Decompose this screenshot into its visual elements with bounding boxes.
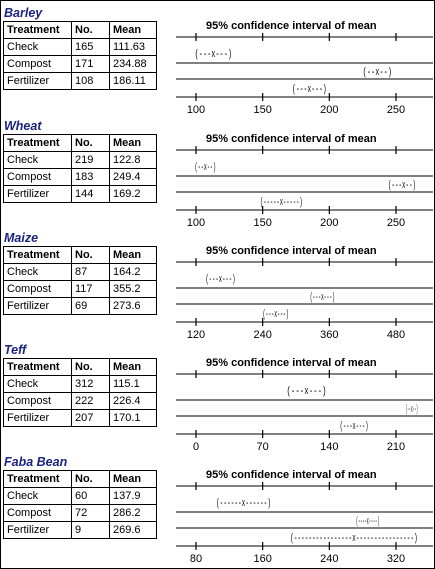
column-header: Mean [110, 471, 157, 488]
ci-title: 95% confidence interval of mean [206, 245, 377, 257]
axis-tick-label: 80 [189, 553, 203, 565]
crop-panel-wheat [0, 117, 435, 229]
count-cell: 117 [72, 281, 110, 298]
axis-tick-label: 150 [253, 104, 272, 116]
count-cell: 171 [72, 56, 110, 73]
ci-plot [0, 453, 435, 565]
crop-title: Faba Bean [4, 455, 68, 469]
column-header: No. [72, 247, 110, 264]
treatment-cell: Fertilizer [4, 186, 72, 203]
axis-tick-label: 200 [320, 104, 339, 116]
axis-tick-label: 140 [320, 441, 339, 453]
column-header: No. [72, 135, 110, 152]
axis-tick-label: 480 [386, 329, 406, 341]
ci-title: 95% confidence interval of mean [206, 20, 377, 32]
axis-tick-label: 240 [320, 553, 339, 565]
count-cell: 60 [72, 488, 110, 505]
count-cell: 9 [72, 522, 110, 539]
axis-tick-label: 250 [386, 104, 406, 116]
treatment-cell: Check [4, 39, 72, 56]
axis-tick-label: 70 [256, 441, 269, 453]
ci-interval: (---x---) [194, 49, 232, 61]
count-cell: 87 [72, 264, 110, 281]
crop-title: Teff [4, 343, 27, 357]
axis-tick-label: 150 [253, 217, 272, 229]
ci-interval: (--x--) [405, 404, 418, 416]
axis-tick-label: 320 [386, 553, 406, 565]
crop-title: Maize [4, 231, 39, 245]
mean-cell: 186.11 [110, 73, 157, 90]
column-header: Treatment [4, 247, 72, 264]
mean-cell: 273.6 [110, 298, 157, 315]
crop-title: Barley [4, 6, 43, 20]
ci-interval: (--x--) [194, 162, 216, 174]
ci-interval: (---x---) [292, 84, 327, 96]
axis-tick-label: 120 [186, 329, 206, 341]
mean-cell: 122.8 [110, 152, 157, 169]
column-header: Mean [110, 247, 157, 264]
axis-tick-label: 210 [386, 441, 406, 453]
count-cell: 69 [72, 298, 110, 315]
count-cell: 183 [72, 169, 110, 186]
treatment-cell: Compost [4, 281, 72, 298]
count-cell: 165 [72, 39, 110, 56]
ci-interval: (------x------) [216, 498, 271, 510]
axis-tick-label: 250 [386, 217, 406, 229]
treatment-cell: Compost [4, 169, 72, 186]
mean-cell: 286.2 [110, 505, 157, 522]
mean-cell: 111.63 [110, 39, 157, 56]
column-header: Mean [110, 135, 157, 152]
column-header: No. [72, 22, 110, 39]
ci-title: 95% confidence interval of mean [206, 469, 377, 481]
crop-title: Wheat [4, 119, 42, 133]
mean-cell: 226.4 [110, 393, 157, 410]
count-cell: 312 [72, 376, 110, 393]
treatment-cell: Fertilizer [4, 298, 72, 315]
axis-tick-label: 240 [253, 329, 272, 341]
column-header: No. [72, 471, 110, 488]
treatment-cell: Check [4, 264, 72, 281]
treatment-cell: Compost [4, 393, 72, 410]
ci-title: 95% confidence interval of mean [206, 133, 377, 145]
ci-interval: (---x---) [205, 274, 236, 286]
mean-cell: 115.1 [110, 376, 157, 393]
crop-panel-barley [0, 4, 435, 116]
mean-cell: 249.4 [110, 169, 157, 186]
count-cell: 144 [72, 186, 110, 203]
ci-interval: (---x--) [388, 180, 416, 192]
ci-interval: (---x---) [286, 386, 327, 398]
axis-tick-label: 100 [186, 104, 206, 116]
axis-tick-label: 200 [320, 217, 339, 229]
crop-panel-maize [0, 229, 435, 341]
treatment-cell: Check [4, 376, 72, 393]
axis-tick-label: 160 [253, 553, 272, 565]
ci-plot [0, 229, 435, 341]
column-header: Treatment [4, 359, 72, 376]
ci-title: 95% confidence interval of mean [206, 357, 377, 369]
count-cell: 72 [72, 505, 110, 522]
count-cell: 219 [72, 152, 110, 169]
count-cell: 207 [72, 410, 110, 427]
mean-cell: 169.2 [110, 186, 157, 203]
column-header: Mean [110, 22, 157, 39]
column-header: No. [72, 359, 110, 376]
ci-interval: (-----x-----) [260, 197, 303, 209]
mean-cell: 170.1 [110, 410, 157, 427]
mean-cell: 234.88 [110, 56, 157, 73]
ci-interval: (---x---) [339, 421, 369, 433]
mean-cell: 164.2 [110, 264, 157, 281]
ci-interval: (----x----) [356, 516, 380, 528]
count-cell: 108 [72, 73, 110, 90]
count-cell: 222 [72, 393, 110, 410]
ci-interval: (----------------x----------------) [290, 533, 418, 545]
mean-cell: 137.9 [110, 488, 157, 505]
treatment-cell: Compost [4, 505, 72, 522]
crop-panel-teff [0, 341, 435, 453]
ci-plot [0, 4, 435, 116]
treatment-cell: Check [4, 152, 72, 169]
column-header: Treatment [4, 135, 72, 152]
treatment-cell: Compost [4, 56, 72, 73]
ci-interval: (--x--) [362, 67, 392, 79]
mean-cell: 355.2 [110, 281, 157, 298]
crop-panel-faba-bean [0, 453, 435, 565]
ci-interval: (---x---) [309, 292, 335, 304]
axis-tick-label: 360 [320, 329, 339, 341]
column-header: Treatment [4, 471, 72, 488]
treatment-cell: Fertilizer [4, 522, 72, 539]
axis-tick-label: 0 [192, 441, 200, 453]
mean-cell: 269.6 [110, 522, 157, 539]
column-header: Mean [110, 359, 157, 376]
ci-interval: (---x---) [262, 309, 289, 321]
treatment-cell: Fertilizer [4, 410, 72, 427]
axis-tick-label: 100 [186, 217, 206, 229]
column-header: Treatment [4, 22, 72, 39]
ci-plot [0, 117, 435, 229]
ci-plot [0, 341, 435, 453]
treatment-cell: Fertilizer [4, 73, 72, 90]
treatment-cell: Check [4, 488, 72, 505]
